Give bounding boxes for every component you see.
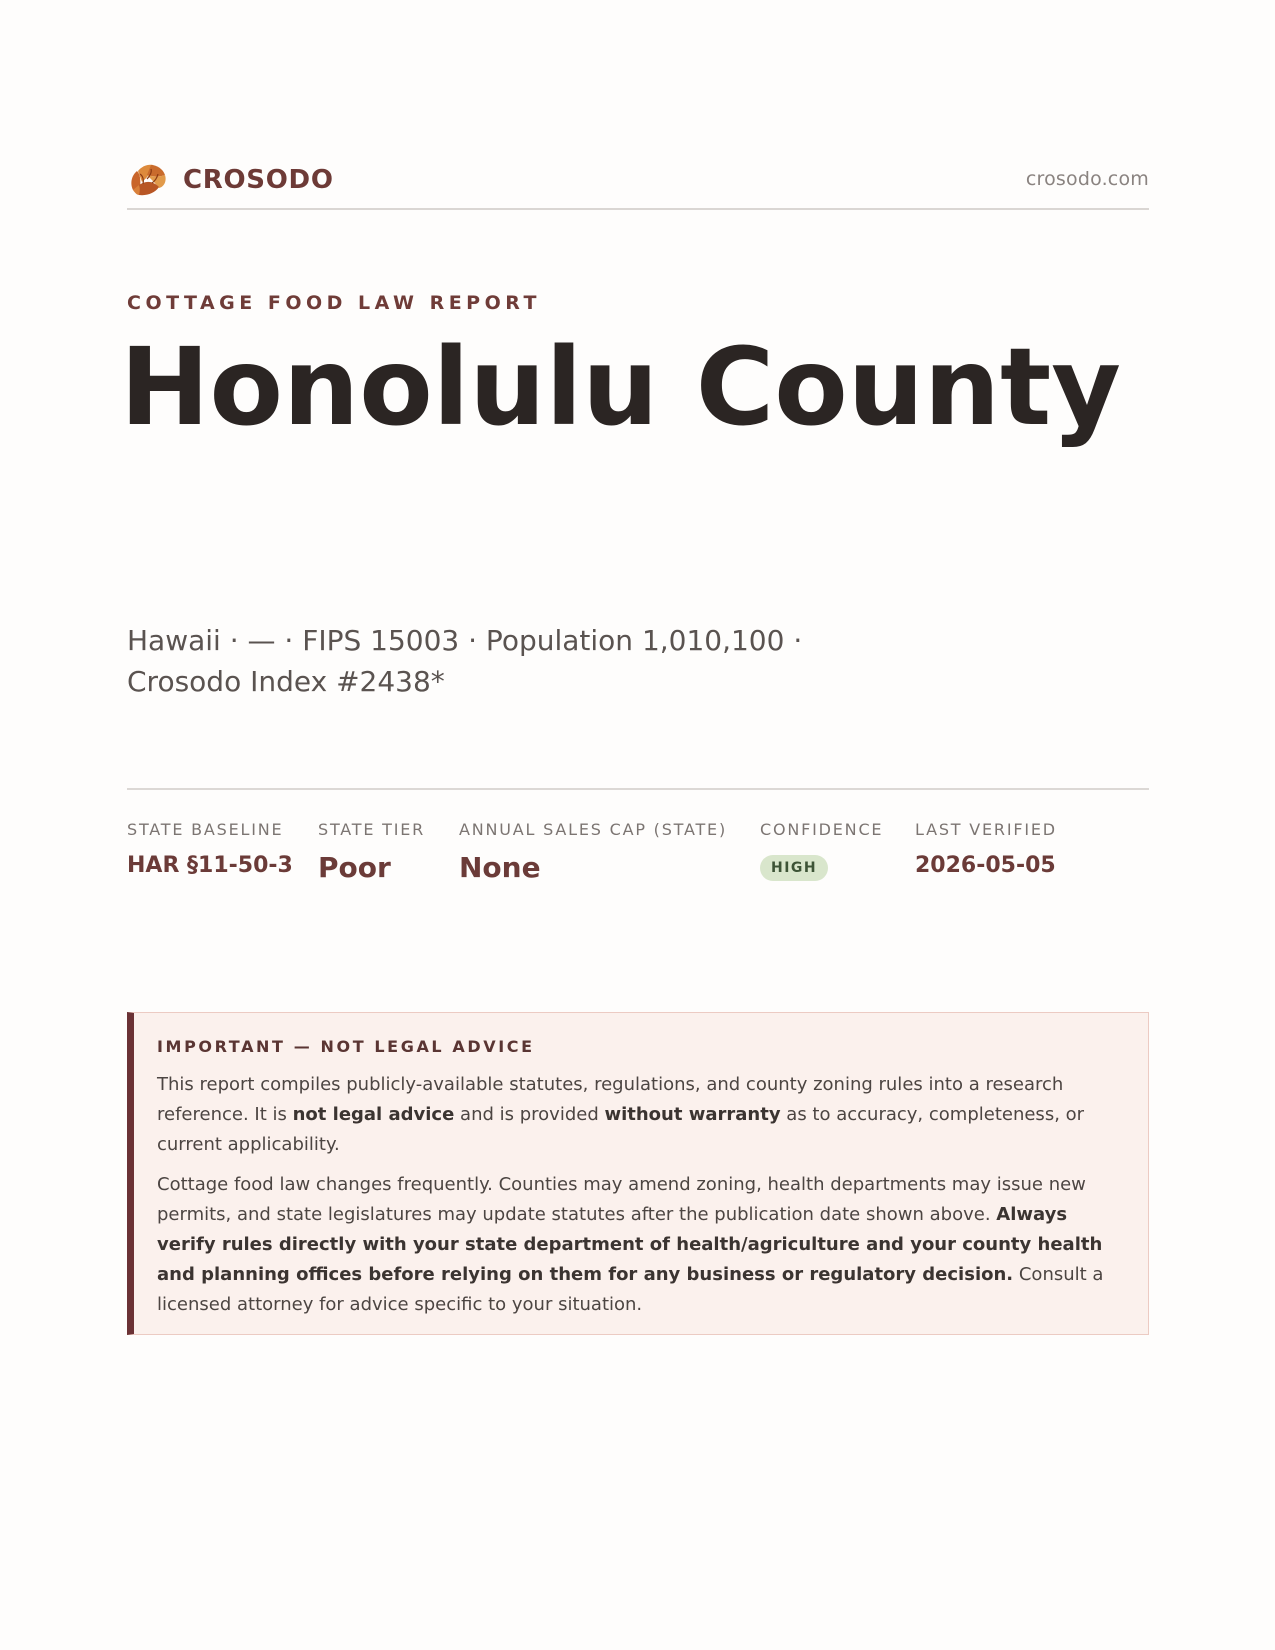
notice-text: Consult a licensed attorney for advice specific to your situation. [157,1264,1104,1315]
legal-notice [127,1012,1149,1335]
notice-paragraph-1 [157,1070,1124,1160]
croissant-icon [127,160,169,200]
report-eyebrow: COTTAGE FOOD LAW REPORT [127,292,541,314]
meta-label: STATE BASELINE [127,820,284,839]
meta-last-verified [915,820,1057,878]
confidence-badge: HIGH [760,855,828,881]
meta-label: LAST VERIFIED [915,820,1057,839]
meta-confidence [760,820,883,881]
notice-text: Cottage food law changes frequently. Counties may amend zoning, health departments may issue new permits, and state legislatures may update statutes after the publication date shown above. [157,1174,1086,1225]
notice-text: and is provided [454,1104,605,1125]
meta-label: CONFIDENCE [760,820,884,839]
report-subtitle: Hawaii · — · FIPS 15003 · Population 1,010,100 · Crosodo Index #2438* [127,624,803,698]
meta-annual-sales-cap [459,820,727,884]
site-url-link[interactable]: crosodo.com [1025,168,1149,190]
meta-state-tier [318,820,425,884]
report-header [127,160,1149,210]
meta-value: Poor [318,851,391,884]
notice-emphasis: without warranty [604,1104,781,1125]
meta-label: ANNUAL SALES CAP (STATE) [459,820,728,839]
meta-label: STATE TIER [318,820,426,839]
notice-emphasis: not legal advice [292,1104,455,1125]
notice-text: as to accuracy, completeness, or current applicability. [157,1104,1085,1155]
notice-emphasis: Always verify rules directly with your state department of health/agriculture and your county health and planning offices before relying on them for any business or regulatory decision. [157,1204,1103,1285]
meta-state-baseline [127,820,293,878]
meta-value: 2026-05-05 [915,853,1056,878]
brand[interactable] [127,160,334,200]
section-divider [127,788,1149,790]
meta-value: None [459,851,541,884]
meta-value: HAR §11-50-3 [127,853,293,878]
notice-paragraph-2 [157,1170,1124,1320]
notice-text: This report compiles publicly-available statutes, regulations, and county zoning rules into a research reference. It is [157,1074,1064,1125]
notice-title: IMPORTANT — NOT LEGAL ADVICE [157,1037,535,1056]
brand-name: CROSODO [183,165,334,195]
page-title: Honolulu County [120,326,1121,450]
